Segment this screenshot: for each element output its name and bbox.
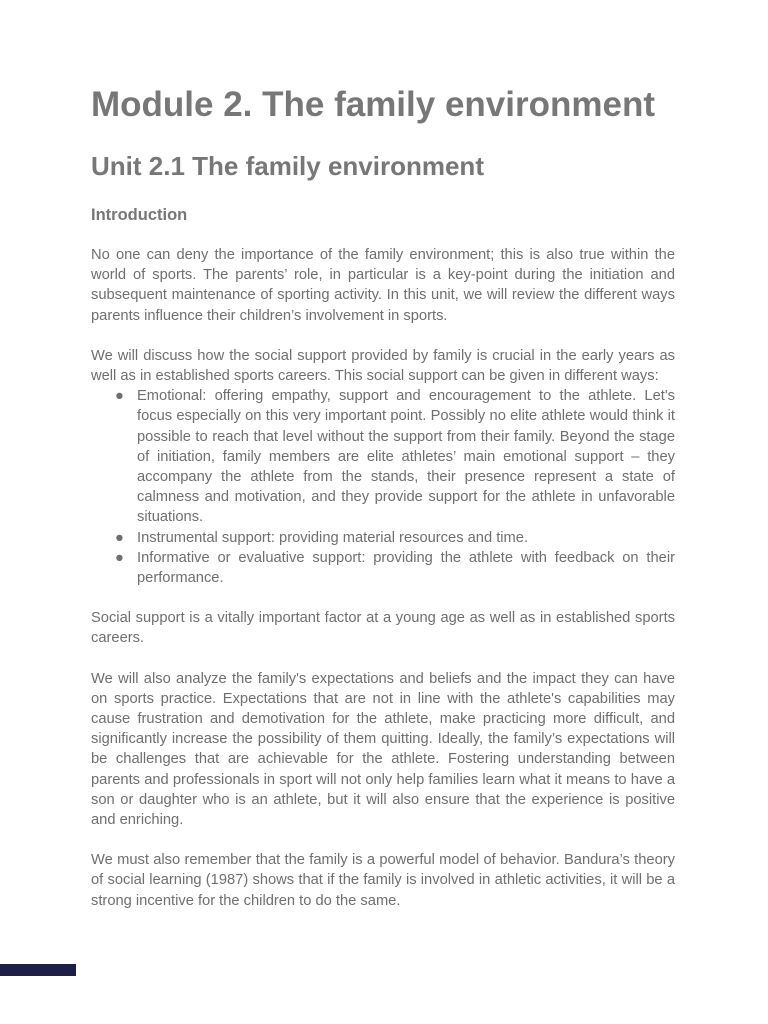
paragraph-social-support: We will discuss how the social support provided by family is crucial in the early years as well as in established sports careers. This social support can be given in different ways:	[91, 347, 675, 385]
list-item	[91, 386, 675, 527]
list-item-text: Instrumental support: providing material resources and time.	[137, 529, 529, 546]
paragraph-expectations: We will also analyze the family's expectations and beliefs and the impact they can have on sports practice. Expectations that are not in line with the athlete's capabilities may cause frustration and demotivation for the athlete, make practicing more difficult, and significantly increase the possibility of them quitting. Ideally, the family’s expectations will be challenges that are achievable for the athlete. Fostering understanding between parents and professionals in sport will not only help families learn what it means to have a son or daughter who is an athlete, but it will also ensure that the experience is positive and enriching.	[91, 670, 675, 829]
unit-title: Unit 2.1 The family environment	[91, 151, 484, 181]
bullet-icon: ●	[115, 388, 124, 405]
list-item-text: Informative or evaluative support: providing the athlete with feedback on their performance.	[137, 549, 675, 587]
support-types-list	[91, 386, 675, 588]
bullet-icon: ●	[115, 549, 124, 566]
bullet-icon: ●	[115, 529, 124, 546]
list-item	[91, 548, 675, 588]
list-item-text: Emotional: offering empathy, support and encouragement to the athlete. Let's focus especially on this very important point. Possibly no elite athlete would think it possible to reach that level without the support from their family. Beyond the stage of initiation, family members are elite athletes’ main emotional support – they accompany the athlete from the stands, their presence represent a state of calmness and motivation, and they provide support for the athlete in unfavorable situations.	[137, 388, 675, 526]
section-heading: Introduction	[91, 206, 188, 224]
module-title: Module 2. The family environment	[91, 85, 655, 124]
footer-accent-bar	[0, 964, 76, 976]
document-page	[91, 82, 675, 911]
paragraph-bandura: We must also remember that the family is a powerful model of behavior. Bandura’s theory of social learning (1987) shows that if the family is involved in athletic activities, it will be a strong incentive for the children to do the same.	[91, 852, 675, 909]
list-item	[91, 528, 675, 548]
paragraph-young-age: Social support is a vitally important factor at a young age as well as in established sports careers.	[91, 610, 675, 647]
paragraph-intro: No one can deny the importance of the family environment; this is also true within the world of sports. The parents’ role, in particular is a key-point during the initiation and subsequent maintenance of sporting activity. In this unit, we will review the different ways parents influence their children’s involvement in sports.	[91, 247, 675, 324]
